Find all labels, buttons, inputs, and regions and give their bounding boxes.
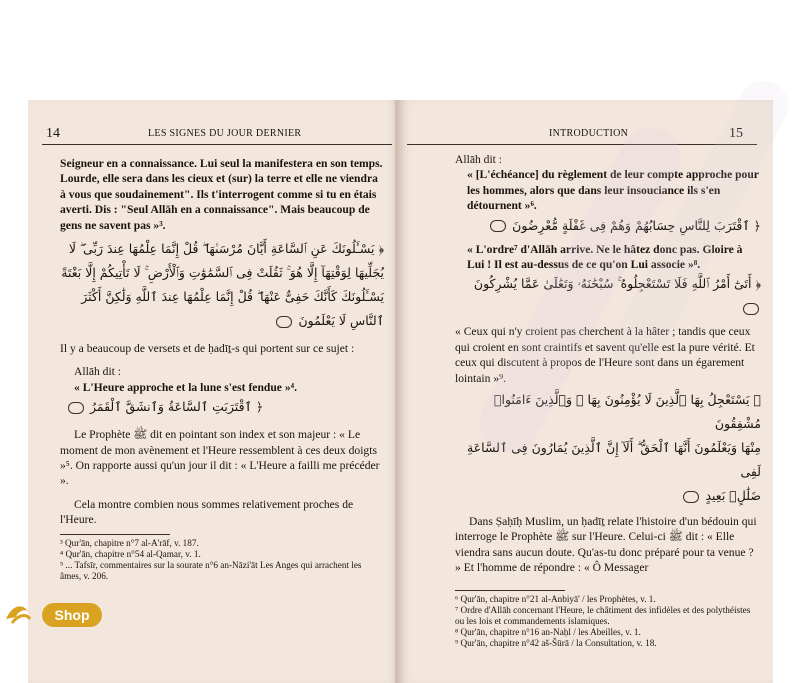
verse-end-icon	[683, 491, 699, 503]
verse-end-icon	[490, 220, 506, 232]
quote: « L'Heure approche et la lune s'est fendue »⁴.	[74, 380, 298, 394]
arabic-line	[455, 484, 761, 508]
quote: « L'ordre⁷ d'Allāh arrive. Ne le hâtez donc pas. Gloire à Lui ! Il est au-dessus de ce qu'on Lui associe »⁸.	[467, 242, 743, 272]
running-head: INTRODUCTION	[549, 128, 629, 139]
arabic-verse	[455, 214, 761, 238]
footnote: ⁴ Qur'ān, chapitre n°54 al-Qamar, v. 1.	[60, 548, 201, 559]
footnote: ⁶ Qur'ān, chapitre n°21 al-Anbiyā' / les Prophètes, v. 1.	[455, 593, 656, 604]
arabic-line	[60, 309, 384, 333]
arabic-text: ضَلَٰلٍۭ بَعِيدٍ	[705, 488, 761, 504]
allah-dit: Allāh dit :	[74, 365, 122, 379]
footnote: ⁹ Qur'ān, chapitre n°42 aš-Šūrā / la Consultation, v. 18.	[455, 637, 657, 648]
arabic-text: ﴿ أَتَىٰٓ أَمْرُ ٱللَّهِ فَلَا تَسْتَعْجِلُوهُ ۚ سُبْحَٰنَهُۥ وَتَعَٰلَىٰ عَمَّا يُشْرِكُونَ	[473, 276, 761, 292]
book-spread	[28, 100, 773, 683]
footnote: ⁵ ... Tafsīr, commentaires sur la sourate n°6 an-Nāzi'āt Les Anges qui arrachent les âmes, v. 206.	[60, 559, 362, 581]
footnote-rule	[60, 534, 170, 535]
arabic-line: مِنْهَا وَيَعْلَمُونَ أَنَّهَا ٱلْحَقُّ ۗ أَلَآ إِنَّ ٱلَّذِينَ يُمَارُونَ فِى ٱلسَّاعَةِ لَفِى	[467, 440, 761, 480]
allah-dit: Allāh dit :	[455, 153, 503, 166]
logo-text: Shop	[54, 607, 90, 623]
arabic-text: ﴿ ٱقْتَرَبَتِ ٱلسَّاعَةُ وَٱنشَقَّ ٱلْقَمَرُ	[89, 399, 264, 415]
left-page	[28, 100, 399, 683]
paragraph: Seigneur en a connaissance. Lui seul la manifestera en son temps. Lourde, elle sera dans les cieux et (sur) la terre et elle ne viendra à vous que soudainement". Ils t'interrogent comme si tu en étais averti. Dis : "Seul Allāh en a connaissance". Mais beaucoup de gens ne savent pas »³.	[60, 157, 383, 232]
header-rule	[42, 144, 392, 145]
running-head: LES SIGNES DU JOUR DERNIER	[148, 128, 302, 139]
left-text-block	[60, 156, 384, 582]
footnote: ⁷ Ordre d'Allāh concernant l'Heure, le châtiment des infidèles et des polythéistes ou les lois et commandements islamiques.	[455, 604, 751, 626]
header-rule	[407, 144, 757, 145]
paragraph: Il y a beaucoup de versets et de ḥadīṯ-s qui portent sur ce sujet :	[60, 342, 355, 356]
paragraph: Dans Ṣaḥīḥ Muslim, un ḥadīṯ relate l'histoire d'un bédouin qui interroge le Prophète ﷺ sur l'Heure. Celui-ci ﷺ dit : « Elle viendra sans aucun doute. Qu'as-tu donc préparé pour ta venue ? » Et l'homme de répondre : « Ô Messager	[455, 515, 757, 575]
arabic-line: يَسْـَٔلُونَكَ كَأَنَّكَ حَفِىٌّ عَنْهَا ۖ قُلْ إِنَّمَا عِلْمُهَا عِندَ ٱللَّهِ وَلَٰكِنَّ أَكْثَرَ	[81, 289, 384, 305]
paragraph: « Ceux qui n'y croient pas cherchent à la hâter ; tandis que ceux qui croient en sont craintifs et savent qu'elle est la pure vérité. Et ceux qui discutent à propos de l'Heure sont dans un égarement lointain »⁹.	[455, 325, 755, 385]
paragraph: Cela montre combien nous sommes relativement proches de l'Heure.	[60, 497, 354, 527]
arabic-verse	[60, 395, 384, 419]
arabic-line: ﴿ يَسْـَٔلُونَكَ عَنِ ٱلسَّاعَةِ أَيَّانَ مُرْسَىٰهَا ۖ قُلْ إِنَّمَا عِلْمُهَا عِندَ رَبِّى ۖ لَا	[68, 241, 384, 257]
right-text-block	[455, 152, 761, 649]
arabic-text: ٱلنَّاسِ لَا يَعْلَمُونَ	[298, 313, 384, 329]
verse-end-icon	[276, 316, 292, 328]
footnote-rule	[455, 590, 565, 591]
arabic-line: يُجَلِّيهَا لِوَقْتِهَآ إِلَّا هُوَ ۚ ثَقُلَتْ فِى ٱلسَّمَٰوَٰتِ وَٱلْأَرْضِ ۚ لَا تَأْتِيكُمْ إِلَّا بَغْتَةً	[61, 265, 384, 281]
page-number: 15	[729, 126, 743, 141]
verse-end-icon	[68, 402, 84, 414]
arabic-line: ﴿ يَسْتَعْجِلُ بِهَا ٱلَّذِينَ لَا يُؤْمِنُونَ بِهَا ۖ وَٱلَّذِينَ ءَامَنُوا۟ مُشْفِقُونَ	[493, 392, 761, 432]
arabic-verse	[455, 388, 761, 508]
arabic-verse	[455, 272, 761, 320]
arabic-text: ﴿ ٱقْتَرَبَ لِلنَّاسِ حِسَابُهُمْ وَهُمْ فِى غَفْلَةٍ مُّعْرِضُونَ	[512, 217, 761, 233]
shop-logo	[2, 597, 110, 633]
page-number: 14	[46, 126, 60, 141]
footnote: ³ Qur'ān, chapitre n°7 al-A'rāf, v. 187.	[60, 537, 199, 548]
quote: « [L'échéance] du règlement de leur compte approche pour les hommes, alors que dans leur insouciance ils s'en détournent »⁶.	[467, 168, 759, 213]
verse-end-icon	[743, 303, 759, 315]
arabic-verse	[60, 237, 384, 333]
footnotes	[455, 594, 761, 649]
footnote: ⁸ Qur'ān, chapitre n°16 an-Naḥl / les Abeilles, v. 1.	[455, 626, 641, 637]
paragraph: Le Prophète ﷺ dit en pointant son index et son majeur : « Le moment de mon avènement et l'Heure ressemblent à ces deux doigts »⁵. On rapporte aussi qu'un jour il dit : « L'Heure a failli me précéder ».	[60, 428, 380, 488]
footnotes	[60, 538, 384, 582]
right-page	[399, 100, 773, 683]
